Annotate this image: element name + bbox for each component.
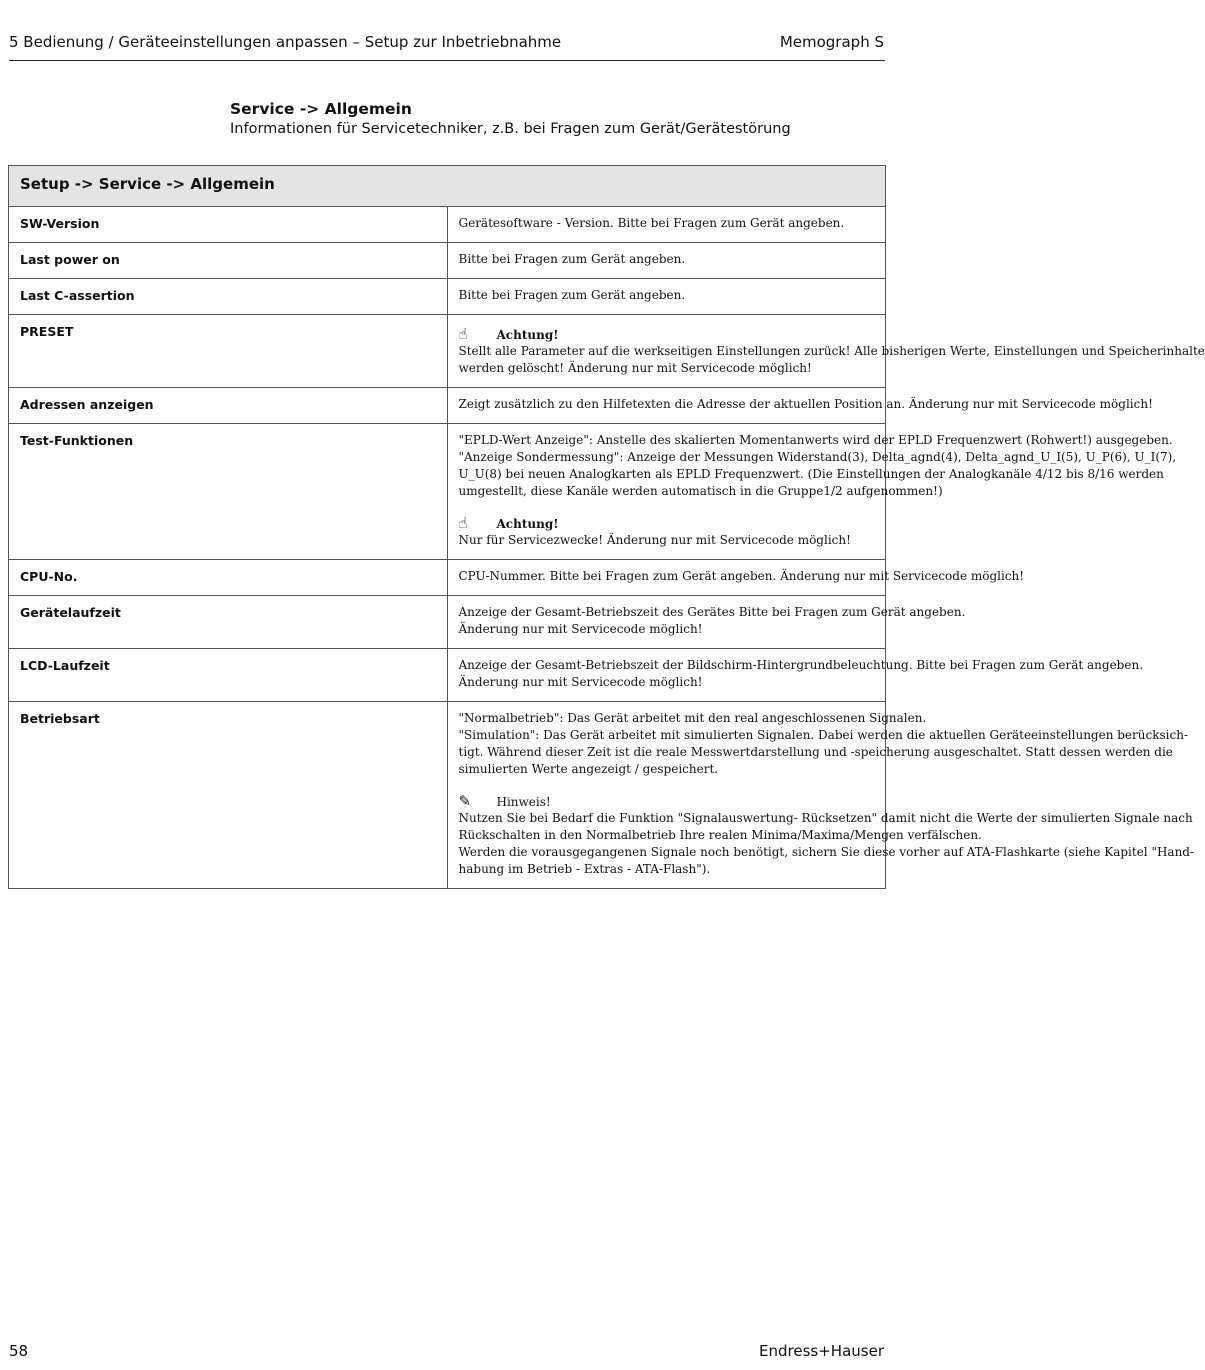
hint-note: ✎ Hinweis! bbox=[458, 792, 551, 810]
param-name: Betriebsart bbox=[9, 702, 448, 889]
param-name: CPU-No. bbox=[9, 560, 448, 596]
table-row bbox=[9, 207, 886, 243]
section-title: Service -> Allgemein bbox=[230, 100, 412, 118]
parameter-table bbox=[8, 165, 1205, 889]
param-name: Last C-assertion bbox=[9, 279, 448, 315]
table-row bbox=[9, 649, 886, 702]
param-description: Anzeige der Gesamt-Betriebszeit der Bildschirm-Hintergrundbeleuchtung. Bitte bei Fragen zum Gerät angeben. Änderung nur mit Servicecode möglich! bbox=[447, 649, 886, 702]
section-heading bbox=[230, 99, 870, 139]
param-description: Bitte bei Fragen zum Gerät angeben. bbox=[447, 279, 886, 315]
hand-warning-icon: ☝ bbox=[458, 325, 468, 343]
param-description: "Normalbetrieb": Das Gerät arbeitet mit den real angeschlossenen Signalen. "Simulation": Das Gerät arbeitet mit simulierten Signalen. Dabei werden die aktuellen Geräteeinstellungen berücksich- tigt. Während dieser Zeit ist die reale Messwertdarstellung und -speicherung ausgeschaltet. Statt dessen werden die simulierten Werte angezeigt / gespeichert. ✎ Hinweis! Nutzen Sie bei Bedarf die Funktion "Signalauswertung- Rücksetzen" damit nicht die Werte der simulierten Signale nach Rückschalten in den Normalbetrieb Ihre realen Minima/Maxima/Mengen verfälschen. Werden die vorausgegangenen Signale noch benötigt, sichern Sie diese vorher auf ATA-Flashkarte (siehe Kapitel "Hand- habung im Betrieb - Extras - ATA-Flash"). bbox=[447, 702, 886, 889]
table-row bbox=[9, 243, 886, 279]
running-header bbox=[9, 33, 885, 61]
product-name: Memograph S bbox=[779, 33, 884, 51]
param-name: LCD-Laufzeit bbox=[9, 649, 448, 702]
table-row bbox=[9, 388, 886, 424]
table-title: Setup -> Service -> Allgemein bbox=[9, 166, 886, 207]
param-name: SW-Version bbox=[9, 207, 448, 243]
hand-warning-icon: ☝ bbox=[458, 514, 468, 532]
param-description: Anzeige der Gesamt-Betriebszeit des Gerätes Bitte bei Fragen zum Gerät angeben. Änderung nur mit Servicecode möglich! bbox=[447, 596, 886, 649]
brand-name: Endress+Hauser bbox=[759, 1342, 884, 1360]
param-description: "EPLD-Wert Anzeige": Anstelle des skalierten Momentanwerts wird der EPLD Frequenzwert (Rohwert!) ausgegeben. "Anzeige Sondermessung": Anzeige der Messungen Widerstand(3), Delta_agnd(4), Delta_agnd_U_I(5), U_P(6), U_I(7), U_U(8) bei neuen Analogkarten als EPLD Frequenzwert. (Die Einstellungen der Analogkanäle 4/12 bis 8/16 werden umgestellt, diese Kanäle werden automatisch in die Gruppe1/2 aufgenommen!) ☝ Achtung! Nur für Servicezwecke! Änderung nur mit Servicecode möglich! bbox=[447, 424, 886, 560]
param-description: Gerätesoftware - Version. Bitte bei Fragen zum Gerät angeben. bbox=[447, 207, 886, 243]
warning-note: ☝ Achtung! bbox=[458, 514, 559, 532]
table-row bbox=[9, 279, 886, 315]
table-row bbox=[9, 424, 886, 560]
table-row bbox=[9, 560, 886, 596]
page-number: 58 bbox=[9, 1342, 29, 1360]
table-title-row bbox=[9, 166, 886, 207]
page-footer bbox=[9, 1342, 885, 1362]
param-name: PRESET bbox=[9, 315, 448, 388]
param-description: ☝ Achtung! Stellt alle Parameter auf die werkseitigen Einstellungen zurück! Alle bisherigen Werte, Einstellungen und Speicherinhalte werden gelöscht! Änderung nur mit Servicecode möglich! bbox=[447, 315, 886, 388]
section-subtitle: Informationen für Servicetechniker, z.B. bei Fragen zum Gerät/Gerätestörung bbox=[230, 121, 791, 137]
table-row bbox=[9, 315, 886, 388]
param-description: Zeigt zusätzlich zu den Hilfetexten die Adresse der aktuellen Position an. Änderung nur mit Servicecode möglich! bbox=[447, 388, 886, 424]
param-name: Test-Funktionen bbox=[9, 424, 448, 560]
warning-note: ☝ Achtung! bbox=[458, 325, 559, 343]
chapter-title: 5 Bedienung / Geräteeinstellungen anpassen – Setup zur Inbetriebnahme bbox=[9, 33, 562, 51]
param-description: CPU-Nummer. Bitte bei Fragen zum Gerät angeben. Änderung nur mit Servicecode möglich! bbox=[447, 560, 886, 596]
param-name: Last power on bbox=[9, 243, 448, 279]
table-row bbox=[9, 596, 886, 649]
table-row bbox=[9, 702, 886, 889]
param-name: Gerätelaufzeit bbox=[9, 596, 448, 649]
pencil-icon: ✎ bbox=[458, 792, 472, 810]
param-name: Adressen anzeigen bbox=[9, 388, 448, 424]
param-description: Bitte bei Fragen zum Gerät angeben. bbox=[447, 243, 886, 279]
